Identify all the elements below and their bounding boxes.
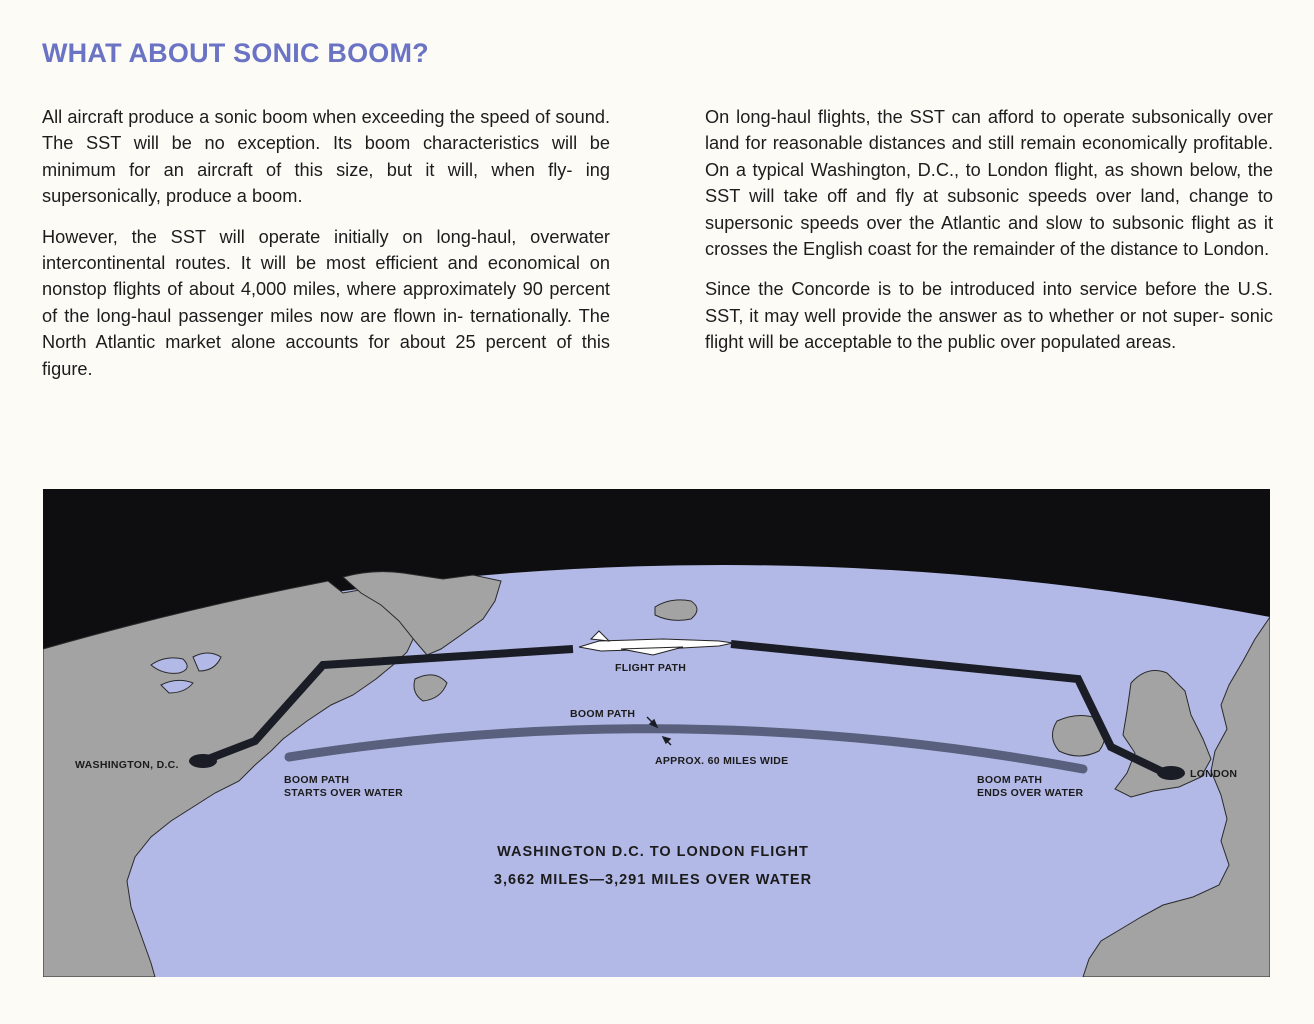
boom-start-label: BOOM PATH [284, 774, 350, 786]
boom-path-label: BOOM PATH [570, 708, 636, 720]
washington-label: WASHINGTON, D.C. [75, 759, 179, 771]
boom-start-label: STARTS OVER WATER [284, 787, 404, 799]
map-caption-title: WASHINGTON D.C. TO LONDON FLIGHT [497, 844, 809, 860]
boom-width-label: APPROX. 60 MILES WIDE [655, 755, 789, 767]
london-label: LONDON [1190, 768, 1238, 780]
boom-end-label: BOOM PATH [977, 774, 1043, 786]
map-caption-distance: 3,662 MILES—3,291 MILES OVER WATER [493, 872, 813, 888]
map-illustration [43, 489, 1270, 977]
page-title: WHAT ABOUT SONIC BOOM? [42, 38, 429, 68]
flight-path-label: FLIGHT PATH [615, 662, 687, 674]
paragraph: Since the Concorde is to be introduced into service before the U.S. SST, it may well provide the answer as to whether or not super- sonic flight will be acceptable to the public over populated areas. [705, 279, 1273, 353]
paragraph: On long-haul flights, the SST can afford to operate subsonically over land for reasonable distances and still remain economically profitable. On a typical Washington, D.C., to London flight, as shown below, the SST will take off and fly at subsonic speeds over land, change to supersonic speeds over the Atlantic and slow to subsonic flight as it crosses the English coast for the remainder of the distance to London. [705, 107, 1273, 260]
flight-route-map [43, 489, 1270, 977]
washington-marker [189, 754, 217, 768]
paragraph: All aircraft produce a sonic boom when exceeding the speed of sound. The SST will be no exception. Its boom characteristics will be minimum for an aircraft of this size, but it will, when fly- ing supersonically, produce a boom. [42, 107, 610, 207]
left-text-column [42, 104, 610, 396]
paragraph: However, the SST will operate initially on long-haul, overwater intercontinental routes. It will be most efficient and economical on nonstop flights of about 4,000 miles, where approximately 90 percent of the long-haul passenger miles now are flown in- ternationally. The North Atlantic market alone accounts for about 25 percent of this figure. [42, 226, 610, 379]
boom-end-label: ENDS OVER WATER [977, 787, 1084, 799]
right-text-column [705, 104, 1273, 370]
london-marker [1157, 766, 1185, 780]
